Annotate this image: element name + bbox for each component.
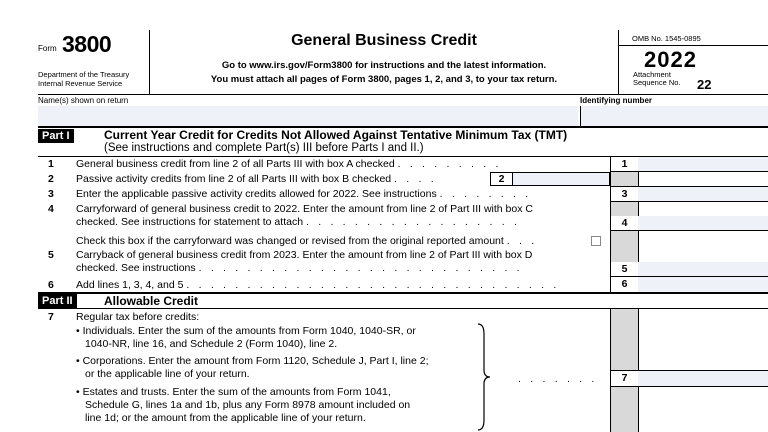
line-3-number: 3	[48, 188, 54, 200]
identifying-number-label: Identifying number	[580, 96, 652, 105]
line-1-rule	[610, 171, 768, 172]
line-5-box-number: 5	[610, 262, 638, 276]
instruction-line-2: You must attach all pages of Form 3800, pages 1, 2, and 3, to your tax return.	[210, 74, 558, 85]
line-7-estates-text: • Estates and trusts. Enter the sum of the amounts from Form 1041, Schedule G, lines 1a and 1b, plus any Form 8978 amount included on line 1d; or the amount from the applicable line of your return.	[76, 386, 411, 424]
line-4-amount-input[interactable]	[638, 216, 768, 230]
line-7-box-number: 7	[610, 371, 638, 386]
part-2-tag: Part II	[38, 294, 77, 308]
line-3-text: Enter the applicable passive activity credits allowed for 2022. See instructions . . . . . . . .	[76, 188, 532, 200]
part-1-title: Current Year Credit for Credits Not Allowed Against Tentative Minimum Tax (TMT)	[104, 128, 568, 142]
line-4-box-number: 4	[610, 216, 638, 230]
line-2-text: Passive activity credits from line 2 of all Parts III with box B checked . . . .	[76, 173, 437, 185]
line-3-rule	[610, 201, 768, 202]
line-3-box-number: 3	[610, 187, 638, 201]
sequence-number: 22	[697, 77, 712, 92]
tax-year: 2022	[644, 47, 697, 72]
line-2-box-number: 2	[490, 172, 512, 186]
line-7-text: Regular tax before credits:	[76, 311, 200, 323]
form-label: Form	[38, 44, 57, 53]
line-2-number: 2	[48, 173, 54, 185]
line-6-text: Add lines 1, 3, 4, and 5 . . . . . . . . . . . . . . . . . . . . . . . . . . . . . . .	[76, 279, 560, 291]
line-5-text: Carryback of general business credit from 2023. Enter the amount from line 2 of Part III with box D checked. See instructions . . . . . . . . . . . . . . . . . . . . . . . . . . .	[76, 249, 533, 274]
form-number: 3800	[62, 31, 112, 57]
line-5-amount-input[interactable]	[638, 262, 768, 276]
line-2-amount-input[interactable]	[512, 172, 610, 186]
line-6-number: 6	[48, 279, 54, 291]
line-1-text: General business credit from line 2 of all Parts III with box A checked . . . . . . . . .	[76, 158, 502, 170]
line-6-box-number: 6	[610, 277, 638, 292]
right-brace-icon	[474, 322, 494, 432]
form-title: General Business Credit	[291, 32, 477, 49]
attachment-line-2: Sequence No.	[633, 78, 681, 87]
line-7-individuals-text: • Individuals. Enter the sum of the amounts from Form 1040, 1040-SR, or 1040-NR, line 16, and Schedule 2 (Form 1040), line 2.	[76, 325, 416, 350]
line-7-amount-input[interactable]	[638, 371, 768, 386]
line-1-box-number: 1	[610, 157, 638, 171]
line-4-rule	[610, 230, 768, 231]
carryforward-revised-checkbox[interactable]	[591, 236, 601, 246]
line-7-number: 7	[48, 311, 54, 323]
part-1-tag: Part I	[38, 129, 74, 143]
line-7-corporations-text: • Corporations. Enter the amount from Form 1120, Schedule J, Part I, line 2; or the applicable line of your return.	[76, 355, 429, 380]
line-5-number: 5	[48, 249, 54, 261]
instruction-line-1: Go to www.irs.gov/Form3800 for instructions and the latest information.	[221, 60, 547, 71]
name-label: Name(s) shown on return	[38, 96, 129, 105]
line-3-amount-input[interactable]	[638, 187, 768, 201]
line-4-number: 4	[48, 203, 54, 215]
part-2-title: Allowable Credit	[104, 294, 199, 308]
line-1-amount-input[interactable]	[638, 157, 768, 171]
line-7-dots: . . . . . . .	[518, 373, 598, 385]
line-1-number: 1	[48, 158, 54, 170]
department-line-2: Internal Revenue Service	[38, 79, 123, 88]
attachment-label	[633, 71, 681, 87]
attachment-line-1: Attachment	[633, 70, 671, 79]
line-6-amount-input[interactable]	[638, 277, 768, 292]
omb-divider	[618, 45, 768, 46]
part-1-subtitle: (See instructions and complete Part(s) III before Parts I and II.)	[104, 142, 424, 154]
line-4-text: Carryforward of general business credit to 2022. Enter the amount from line 2 of Part III with box C checked. See instructions for statement to attach . . . . . . . . . . . . . . . . . .	[76, 203, 533, 228]
name-input[interactable]	[38, 106, 578, 126]
identifying-number-input[interactable]	[580, 106, 768, 126]
carryforward-check-text: Check this box if the carryforward was changed or revised from the original reported amount . . .	[76, 235, 538, 247]
line-7-bottom-rule	[610, 386, 768, 387]
department-line-1: Department of the Treasury	[38, 70, 130, 79]
department-text	[38, 70, 129, 88]
header-divider	[38, 94, 768, 95]
omb-number: OMB No. 1545-0895	[632, 34, 701, 43]
